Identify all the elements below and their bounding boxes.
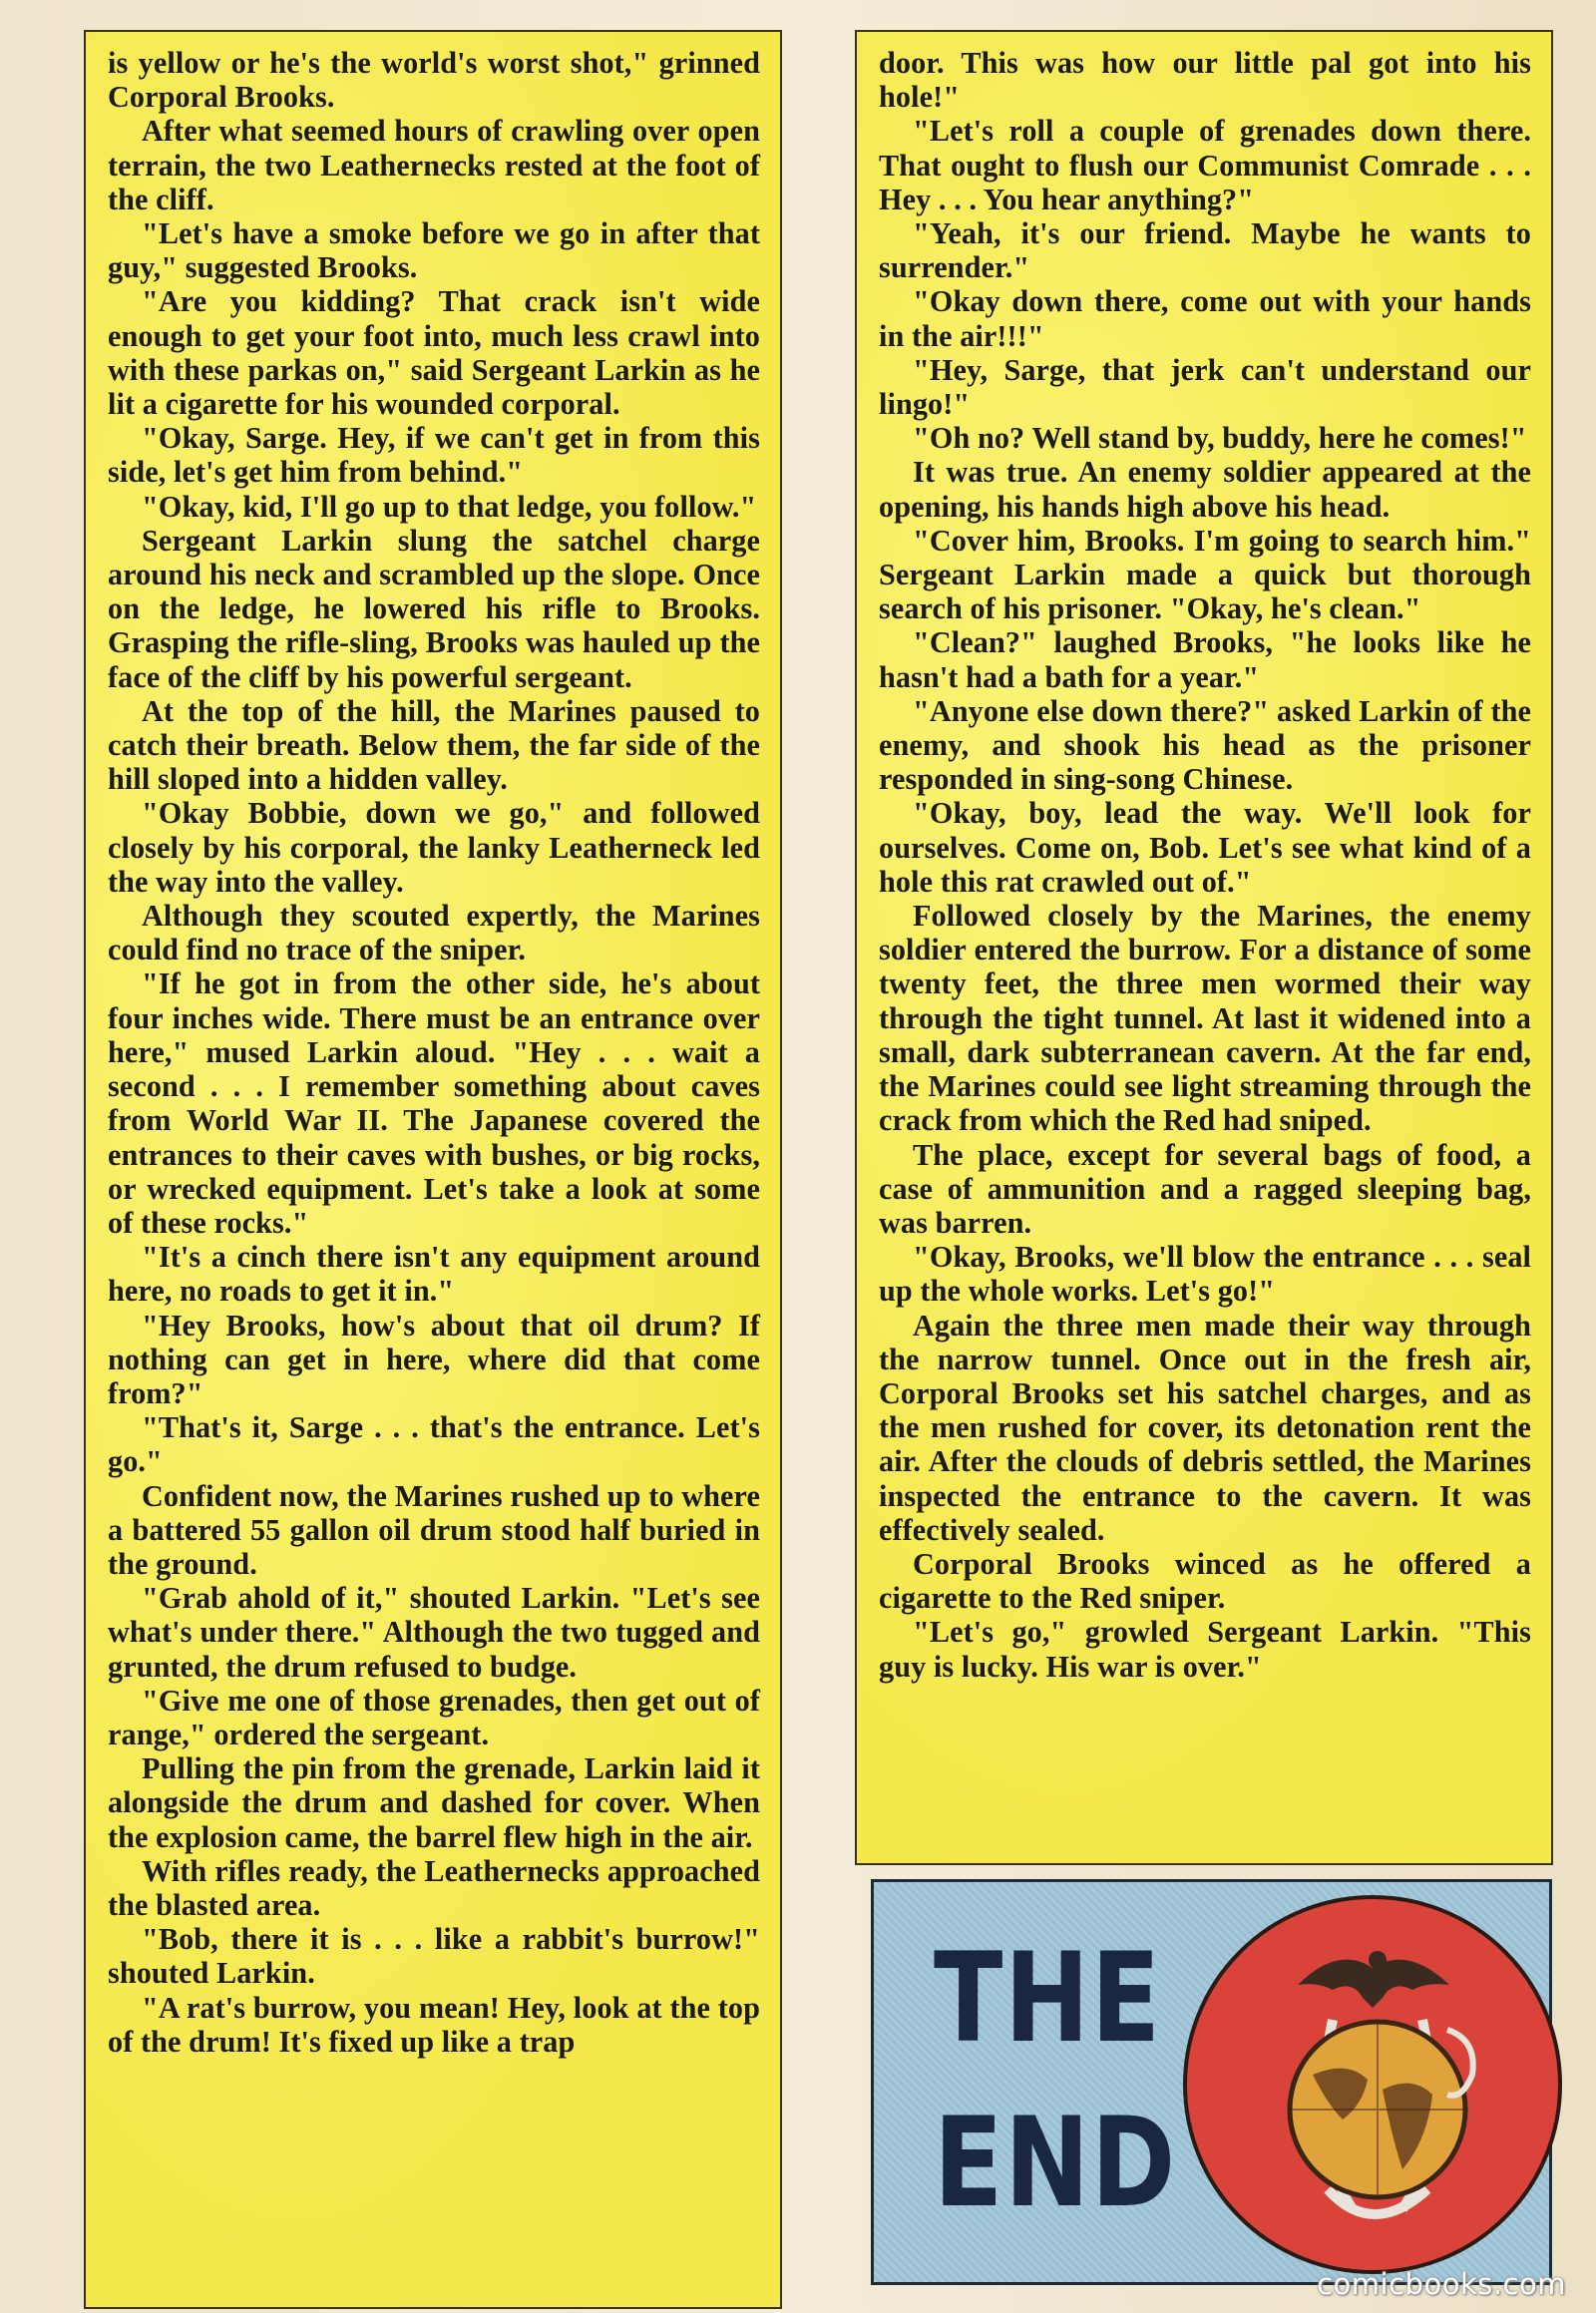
story-paragraph: "Okay Bobbie, down we go," and followed closely by his corporal, the lanky Leatherneck led the way into the valley. xyxy=(108,796,760,899)
story-paragraph: "Bob, there it is . . . like a rabbit's burrow!" shouted Larkin. xyxy=(108,1922,760,1991)
eagle-globe-anchor-emblem-icon xyxy=(1178,1890,1567,2279)
story-paragraph: Although they scouted expertly, the Marines could find no trace of the sniper. xyxy=(108,899,760,967)
story-paragraph: Sergeant Larkin slung the satchel charge around his neck and scrambled up the slope. Once on the ledge, he lowered his rifle to Brooks. Grasping the rifle-sling, Brooks was hauled up the face of the cliff by his powerful sergeant. xyxy=(108,523,760,694)
story-paragraph: Pulling the pin from the grenade, Larkin laid it alongside the drum and dashed for cover. When the explosion came, the barrel flew high in the air. xyxy=(108,1751,760,1854)
the-end-panel xyxy=(871,1879,1552,2285)
story-paragraph: "That's it, Sarge . . . that's the entrance. Let's go." xyxy=(108,1410,760,1479)
story-paragraph: "Hey Brooks, how's about that oil drum? If nothing can get in here, where did that come from?" xyxy=(108,1308,760,1410)
story-paragraph: "Okay down there, come out with your hands in the air!!!" xyxy=(879,284,1531,353)
the-end-word-end: END xyxy=(934,2092,1177,2235)
story-paragraph: "Oh no? Well stand by, buddy, here he comes!" xyxy=(913,421,1527,456)
story-paragraph: Confident now, the Marines rushed up to where a battered 55 gallon oil drum stood half buried in the ground. xyxy=(108,1478,760,1581)
story-paragraph: "Okay, kid, I'll go up to that ledge, you follow." xyxy=(142,489,757,524)
story-paragraph: "Are you kidding? That crack isn't wide enough to get your foot into, much less crawl into with these parkas on," said Sergeant Larkin as he lit a cigarette for his wounded corporal. xyxy=(108,284,760,422)
story-paragraph: Corporal Brooks winced as he offered a cigarette to the Red sniper. xyxy=(879,1546,1531,1616)
story-paragraph: "Give me one of those grenades, then get out of range," ordered the sergeant. xyxy=(108,1683,760,1751)
story-paragraph: door. This was how our little pal got into his hole!" xyxy=(879,46,1531,115)
story-paragraph: "If he got in from the other side, he's about four inches wide. There must be an entrance over here," mused Larkin aloud. "Hey . . . wait a second . . . I remember something about caves from World War II. The Japanese covered the entrances to their caves with bushes, or big rocks, or wrecked equipment. Let's take a look at some of these rocks." xyxy=(108,966,760,1240)
story-paragraph: is yellow or he's the world's worst shot," grinned Corporal Brooks. xyxy=(108,46,760,115)
story-paragraph: "Grab ahold of it," shouted Larkin. "Let's see what's under there." Although the two tugged and grunted, the drum refused to budge. xyxy=(108,1581,760,1684)
story-paragraph: At the top of the hill, the Marines paused to catch their breath. Below them, the far side of the hill sloped into a hidden valley. xyxy=(108,693,760,797)
story-paragraph: "Hey, Sarge, that jerk can't understand our lingo!" xyxy=(879,352,1531,422)
story-paragraph: "Yeah, it's our friend. Maybe he wants to surrender." xyxy=(879,216,1531,285)
story-paragraph: "Okay, Brooks, we'll blow the entrance . . . seal up the whole works. Let's go!" xyxy=(879,1240,1531,1309)
the-end-word-the: THE xyxy=(934,1927,1162,2071)
story-paragraph: "Okay, Sarge. Hey, if we can't get in from this side, let's get him from behind." xyxy=(108,421,760,490)
story-paragraph: Followed closely by the Marines, the enemy soldier entered the burrow. For a distance of some twenty feet, the three men wormed their way through the tight tunnel. At last it widened into a small, dark subterranean cavern. At the far end, the Marines could see light streaming through the crack from which the Red had sniped. xyxy=(879,899,1531,1138)
story-paragraph: After what seemed hours of crawling over open terrain, the two Leathernecks rested at the foot of the cliff. xyxy=(108,114,760,216)
watermark: comicbooks.com xyxy=(1317,2267,1566,2301)
story-column-right xyxy=(855,30,1553,1865)
story-paragraph: "Let's have a smoke before we go in after that guy," suggested Brooks. xyxy=(108,216,760,285)
story-paragraph: "It's a cinch there isn't any equipment around here, no roads to get it in." xyxy=(108,1240,760,1309)
story-paragraph: "Let's go," growled Sergeant Larkin. "This guy is lucky. His war is over." xyxy=(879,1615,1531,1684)
story-column-left xyxy=(84,30,782,2309)
story-paragraph: The place, except for several bags of food, a case of ammunition and a ragged sleeping bag, was barren. xyxy=(879,1137,1531,1240)
story-paragraph: It was true. An enemy soldier appeared at the opening, his hands high above his head. xyxy=(879,455,1531,524)
story-paragraph: "Let's roll a couple of grenades down there. That ought to flush our Communist Comrade . . . Hey . . . You hear anything?" xyxy=(879,114,1531,216)
story-paragraph: "A rat's burrow, you mean! Hey, look at the top of the drum! It's fixed up like a trap xyxy=(108,1990,760,2059)
story-paragraph: "Cover him, Brooks. I'm going to search him." Sergeant Larkin made a quick but thorough search of his prisoner. "Okay, he's clean." xyxy=(879,523,1531,626)
story-paragraph: "Anyone else down there?" asked Larkin of the enemy, and shook his head as the prisoner responded in sing-song Chinese. xyxy=(879,693,1531,797)
story-paragraph: Again the three men made their way through the narrow tunnel. Once out in the fresh air, Corporal Brooks set his satchel charges, and as the men rushed for cover, its detonation rent the air. After the clouds of debris settled, the Marines inspected the entrance to the cavern. It was effectively sealed. xyxy=(879,1308,1531,1547)
story-paragraph: "Okay, boy, lead the way. We'll look for ourselves. Come on, Bob. Let's see what kind of a hole this rat crawled out of." xyxy=(879,796,1531,899)
story-paragraph: "Clean?" laughed Brooks, "he looks like he hasn't had a bath for a year." xyxy=(879,625,1531,694)
story-paragraph: With rifles ready, the Leathernecks approached the blasted area. xyxy=(108,1853,760,1922)
